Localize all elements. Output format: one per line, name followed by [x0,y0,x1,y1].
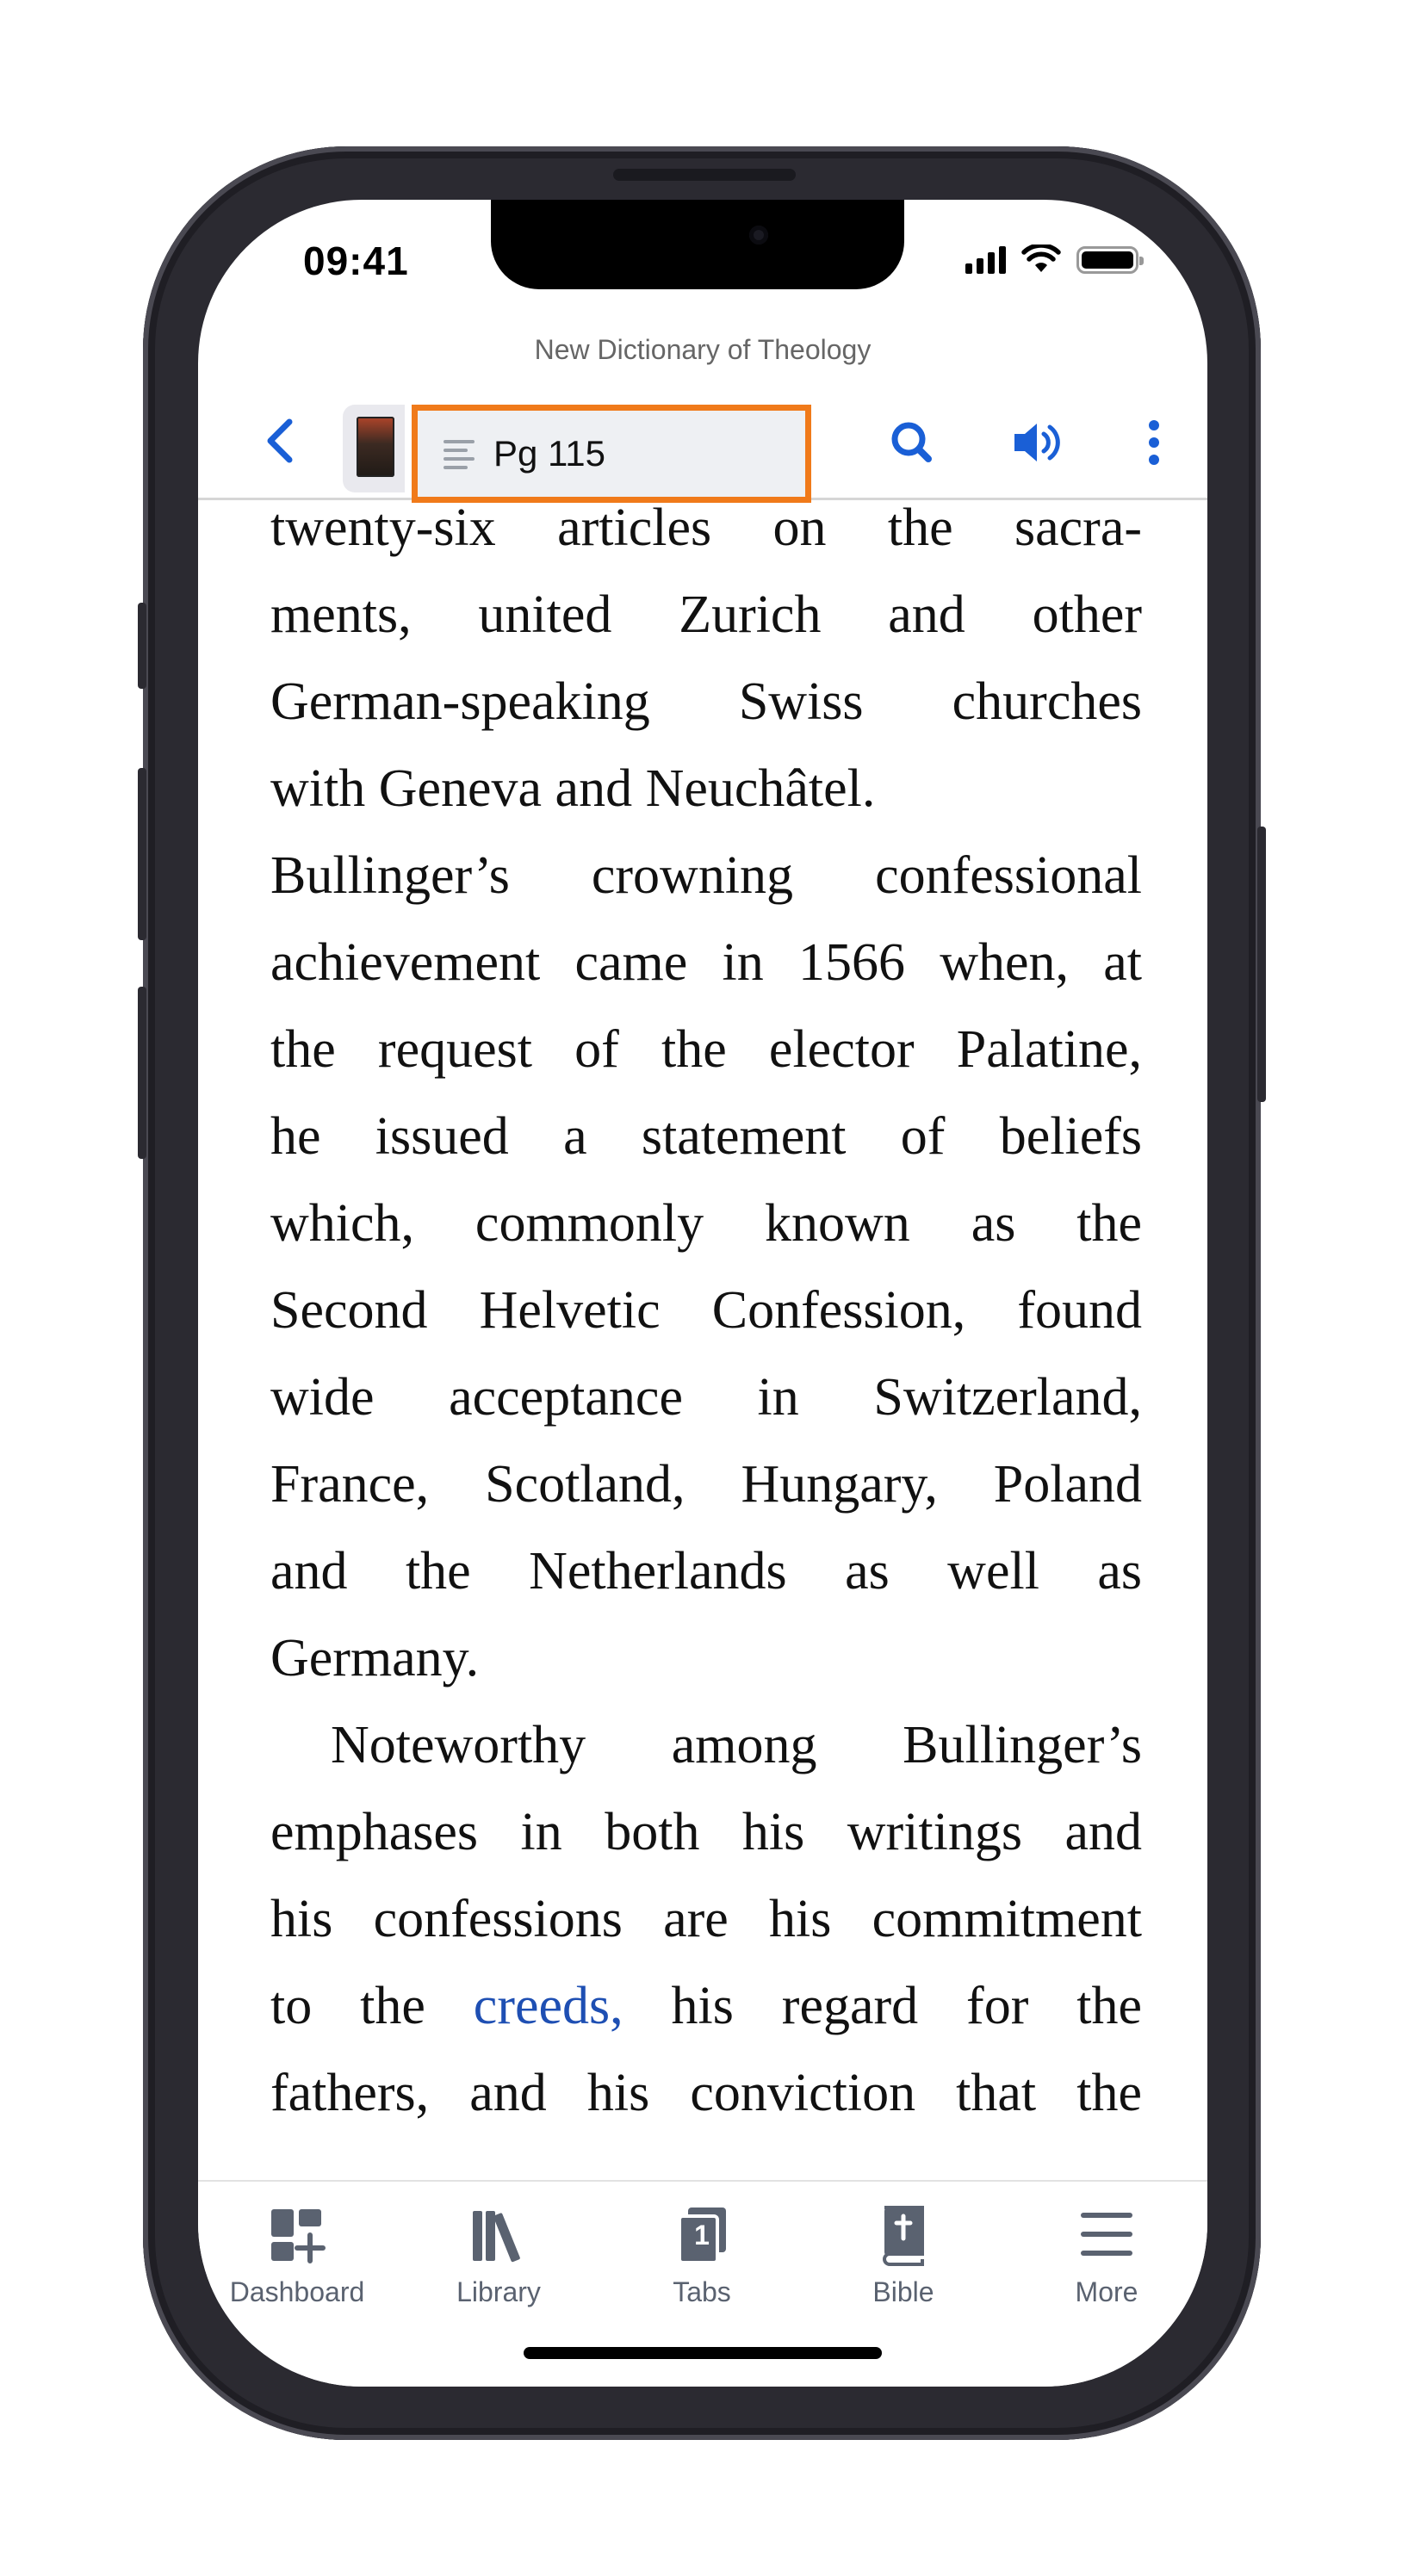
front-camera [749,226,768,245]
text-line: which, commonly known as the [270,1194,1142,1253]
text-line: wide acceptance in Switzerland, [270,1368,1142,1427]
more-options-button[interactable] [1120,408,1188,477]
power-button [1257,827,1266,1102]
status-time: 09:41 [303,238,409,283]
reader-content [270,498,1142,2182]
dashboard-icon [263,2201,332,2269]
text-segment: to the [270,1977,474,2035]
home-indicator[interactable] [524,2347,882,2359]
status-icons [965,245,1138,274]
text-line: achievement came in 1566 when, at [270,933,1142,992]
speaker-icon [1004,408,1073,477]
tab-label: Dashboard [229,2276,365,2307]
paragraph-1 [270,498,1142,1715]
text-line: German-speaking Swiss churches [270,672,1142,731]
text-line: he issued a statement of beliefs [270,1107,1142,1166]
tab-label: Bible [872,2276,934,2307]
bible-icon [869,2201,938,2269]
text-line: Germany. [270,1629,480,1687]
table-of-contents-icon [444,437,475,471]
cellular-signal-icon [965,246,1006,274]
battery-icon [1076,246,1138,274]
search-icon [878,408,947,477]
text-segment: his regard for the [623,1977,1142,2035]
volume-down-button [138,987,146,1159]
text-line: Second Helvetic Confession, found [270,1281,1142,1340]
earpiece-speaker [613,169,796,181]
creeds-link[interactable]: creeds, [473,1977,623,2035]
back-button[interactable] [257,413,305,468]
tab-label: More [1075,2276,1138,2307]
tab-label: Tabs [673,2276,731,2307]
tab-dashboard[interactable] [198,2201,396,2308]
tabs-count-badge: 1 [694,2220,710,2251]
paragraph-2 [270,1715,1142,2150]
page-number-label: Pg 115 [493,433,605,474]
search-button[interactable] [878,408,947,477]
chevron-left-icon [257,413,305,468]
text-line: and the Netherlands as well as [270,1542,1142,1601]
text-line: twenty-six articles on the sacra- [270,498,1142,557]
audio-button[interactable] [1004,408,1073,477]
page-navigator[interactable] [412,405,811,503]
text-line: with Geneva and Neuchâtel. [270,759,876,818]
reader-toolbar [198,387,1207,500]
notch [491,200,904,289]
text-line: his confessions are his commitment [270,1890,1142,1948]
screen [198,200,1207,2387]
text-line: fathers, and his conviction that the [270,2064,1142,2122]
hamburger-menu-icon [1072,2201,1141,2269]
tab-more[interactable] [1008,2201,1206,2308]
mute-switch [138,603,146,689]
text-line: Noteworthy among Bullinger’s [331,1716,1142,1774]
book-cover-thumbnail[interactable] [343,405,405,492]
text-line-with-link [270,1976,1142,2063]
vertical-ellipsis-icon [1120,408,1188,477]
book-cover-image [357,417,394,477]
tab-tabs[interactable] [603,2201,801,2308]
text-line: ments, united Zurich and other [270,585,1142,644]
tab-library[interactable] [400,2201,598,2308]
wifi-icon [1021,245,1061,274]
text-line: the request of the elector Palatine, [270,1020,1142,1079]
book-title: New Dictionary of Theology [534,334,872,365]
library-icon [464,2201,533,2269]
volume-up-button [138,768,146,940]
tab-label: Library [456,2276,541,2307]
text-line: Bullinger’s crowning confessional [270,846,1142,905]
text-line: France, Scotland, Hungary, Poland [270,1455,1142,1514]
tab-bible[interactable] [804,2201,1002,2308]
text-line: emphases in both his writings and [270,1803,1142,1861]
